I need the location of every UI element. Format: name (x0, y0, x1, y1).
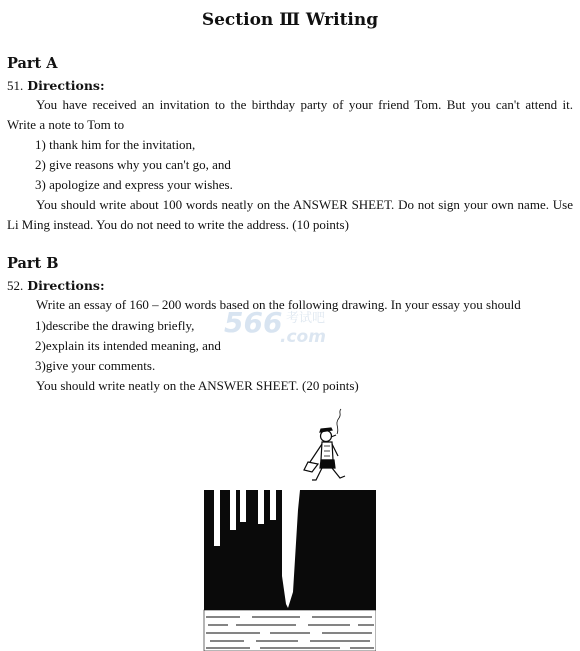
watermark-logo (222, 302, 362, 348)
part-b-intro: Write an essay of 160 – 200 words based on the following drawing. In your essay you should (36, 297, 521, 312)
part-a-note-line-2: Li Ming instead. You do not need to write the address. (10 points) (7, 217, 349, 232)
part-a-heading: Part A (7, 55, 58, 72)
part-b-item-2: 2)explain its intended meaning, and (35, 338, 221, 353)
part-a-item-3: 3) apologize and express your wishes. (35, 177, 233, 192)
part-b-note: You should write neatly on the ANSWER SHEET. (20 points) (36, 378, 359, 393)
question-number: 51. (7, 78, 24, 93)
question-number: 52. (7, 278, 24, 293)
section-title: Section Ⅲ Writing (201, 10, 379, 30)
part-a-note-line-1: You should write about 100 words neatly on the ANSWER SHEET. Do not sign your own name. Use (36, 197, 573, 212)
question-52-label (7, 278, 105, 294)
part-b-item-3: 3)give your comments. (35, 358, 156, 373)
watermark-number: 566 (224, 306, 283, 339)
part-a-intro-line-1: You have received an invitation to the birthday party of your friend Tom. But you can't attend it. (36, 97, 573, 112)
directions-label: Directions: (27, 78, 105, 93)
walking-man (304, 409, 345, 480)
watermark-domain: .com (280, 327, 326, 347)
part-a-item-2: 2) give reasons why you can't go, and (35, 157, 231, 172)
directions-label: Directions: (27, 278, 105, 293)
cartoon-drawing (200, 406, 376, 651)
watermark-chinese: 考试吧 (286, 311, 326, 326)
part-a-intro-line-2: Write a note to Tom to (7, 117, 125, 132)
question-51-label (7, 78, 105, 94)
part-b-heading: Part B (7, 255, 59, 272)
water-area (204, 610, 376, 651)
part-a-item-1: 1) thank him for the invitation, (35, 137, 196, 152)
part-b-item-1: 1)describe the drawing briefly, (35, 318, 195, 333)
cliff-silhouette (204, 490, 376, 610)
